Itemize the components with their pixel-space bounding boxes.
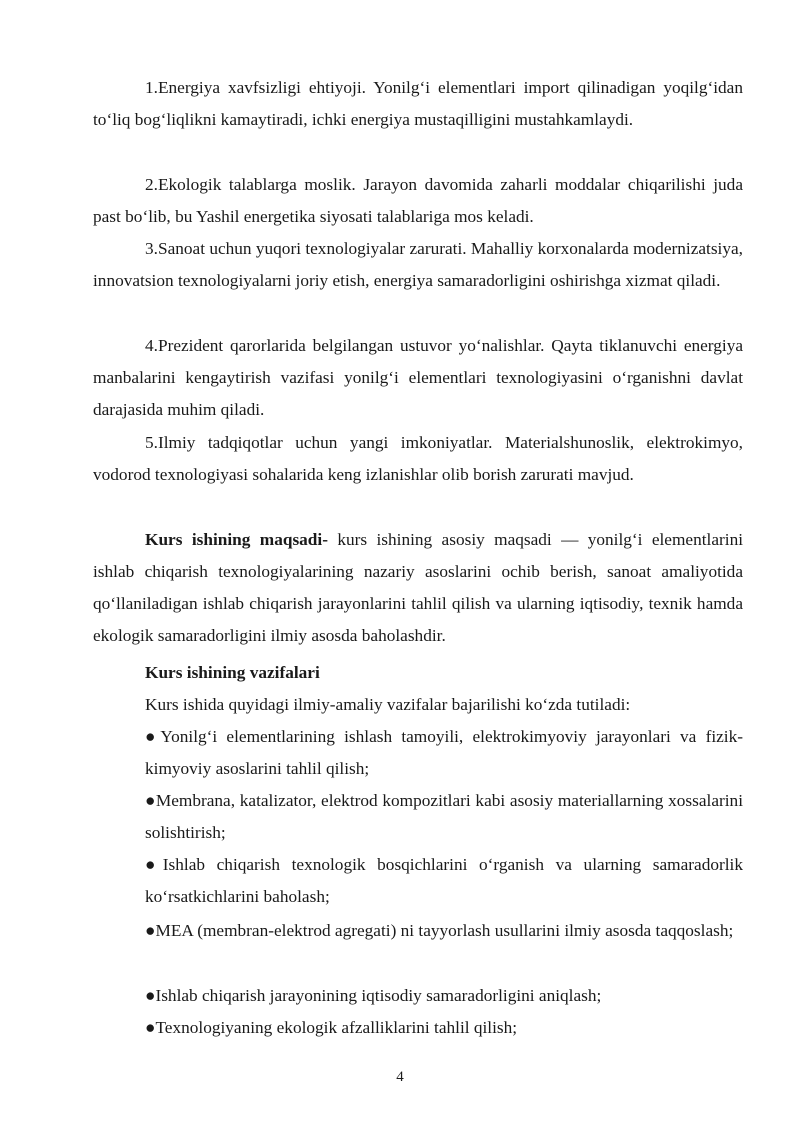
- item-number: 4.: [145, 336, 158, 355]
- tasks-intro: Kurs ishida quyidagi ilmiy-amaliy vazifalar bajarilishi ko‘zda tutiladi:: [145, 695, 631, 714]
- numbered-item-5: [93, 427, 743, 491]
- item-text: Ekologik talablarga moslik. Jarayon davomida zaharli moddalar chiqarilishi juda past bo‘lib, bu Yashil energetika siyosati talablariga mos keladi.: [93, 175, 743, 226]
- task-item-3: [93, 849, 743, 913]
- task-item-1: [93, 721, 743, 785]
- item-text: Ilmiy tadqiqotlar uchun yangi imkoniyatlar. Materialshunoslik, elektrokimyo, vodorod texnologiyasi sohalarida keng izlanishlar olib borish zarurati mavjud.: [93, 433, 743, 484]
- item-text: Energiya xavfsizligi ehtiyoji. Yonilg‘i elementlari import qilinadigan yoqilg‘idan to‘liq bog‘liqlikni kamaytiradi, ichki energiya mustaqilligini mustahkamlaydi.: [93, 78, 743, 129]
- goal-paragraph: [93, 524, 743, 652]
- numbered-item-4: [93, 330, 743, 426]
- goal-label: Kurs ishining maqsadi-: [145, 530, 328, 549]
- task-text: Yonilg‘i elementlarining ishlash tamoyili, elektrokimyoviy jarayonlari va fizik-kimyoviy asoslarini tahlil qilish;: [145, 727, 743, 778]
- task-text: MEA (membran-elektrod agregati) ni tayyorlash usullarini ilmiy asosda taqqoslash;: [155, 921, 734, 940]
- task-text: Ishlab chiqarish jarayonining iqtisodiy samaradorligini aniqlash;: [155, 986, 602, 1005]
- numbered-item-3: [93, 233, 743, 297]
- task-text: Texnologiyaning ekologik afzalliklarini tahlil qilish;: [155, 1018, 518, 1037]
- task-item-2: [93, 785, 743, 849]
- item-number: 2.: [145, 175, 158, 194]
- bullet-icon: ●: [145, 921, 156, 940]
- numbered-item-1: [93, 72, 743, 136]
- item-number: 3.: [145, 239, 158, 258]
- task-text: Membrana, katalizator, elektrod kompozitlari kabi asosiy materiallarning xossalarini solishtirish;: [145, 791, 743, 842]
- item-number: 5.: [145, 433, 158, 452]
- bullet-icon: ●: [145, 1018, 156, 1037]
- task-item-4: [93, 915, 743, 947]
- bullet-icon: ●: [145, 791, 156, 810]
- task-item-6: [93, 1012, 743, 1044]
- bullet-icon: ●: [145, 986, 156, 1005]
- task-item-5: [93, 980, 743, 1012]
- page-number: 4: [396, 1069, 404, 1085]
- bullet-icon: ●: [145, 727, 161, 746]
- tasks-heading: [145, 657, 743, 689]
- numbered-item-2: [93, 169, 743, 233]
- task-text: Ishlab chiqarish texnologik bosqichlarini o‘rganish va ularning samaradorlik ko‘rsatkichlarini baholash;: [145, 855, 743, 906]
- item-text: Prezident qarorlarida belgilangan ustuvor yo‘nalishlar. Qayta tiklanuvchi energiya manbalarini kengaytirish vazifasi yonilg‘i elementlari texnologiyasini o‘rganishni davlat darajasida muhim qiladi.: [93, 336, 743, 419]
- bullet-icon: ●: [145, 855, 163, 874]
- tasks-heading-text: Kurs ishining vazifalari: [145, 663, 320, 682]
- goal-text: kurs ishining asosiy maqsadi — yonilg‘i elementlarini ishlab chiqarish texnologiyalarining nazariy asoslarini ochib berish, sanoat amaliyotida qo‘llaniladigan ishlab chiqarish jarayonlarini tahlil qilish va ularning iqtisodiy, texnik hamda ekologik samaradorligini ilmiy asosda baholashdir.: [93, 530, 744, 645]
- item-text: Sanoat uchun yuqori texnologiyalar zarurati. Mahalliy korxonalarda modernizatsiya, innovatsion texnologiyalarni joriy etish, energiya samaradorligini oshirishga xizmat qiladi.: [93, 239, 743, 290]
- item-number: 1.: [145, 78, 158, 97]
